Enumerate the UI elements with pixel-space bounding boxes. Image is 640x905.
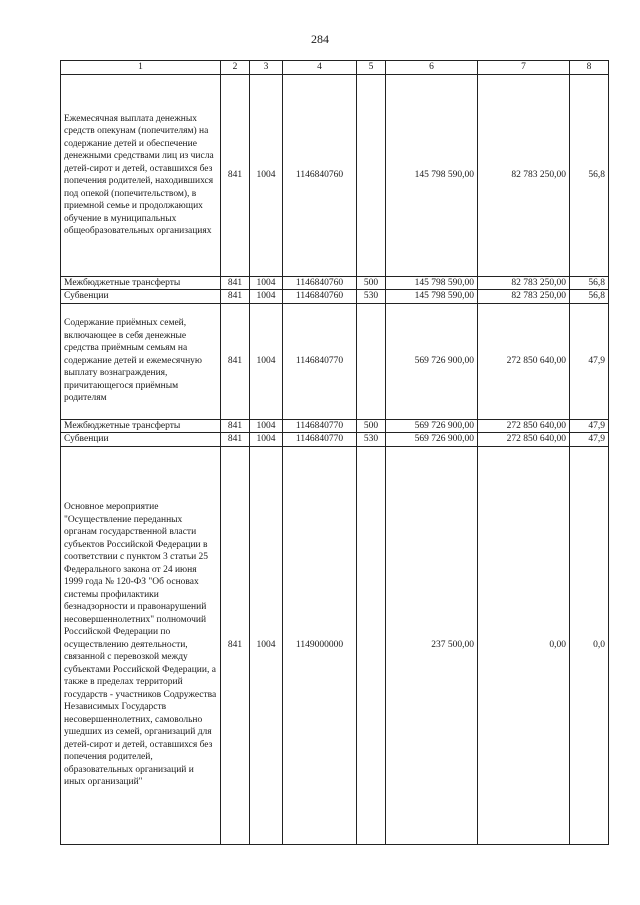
row-description: Межбюджетные трансферты [61, 419, 221, 433]
cell-section-code: 1004 [250, 290, 283, 304]
cell-admin-code: 841 [221, 290, 250, 304]
cell-actual-amount: 82 783 250,00 [478, 74, 570, 276]
cell-section-code: 1004 [250, 74, 283, 276]
row-description: Содержание приёмных семей, включающее в себя денежные средства приёмным семьям на содержание детей и ежемесячную выплату вознаграждения, причитающегося приёмным родителям [61, 303, 221, 419]
cell-actual-amount: 272 850 640,00 [478, 433, 570, 447]
row-description: Межбюджетные трансферты [61, 276, 221, 290]
cell-admin-code: 841 [221, 303, 250, 419]
cell-admin-code: 841 [221, 419, 250, 433]
cell-percent: 0,0 [570, 446, 609, 844]
table-row [61, 446, 609, 844]
cell-plan-amount: 145 798 590,00 [386, 290, 478, 304]
cell-section-code: 1004 [250, 303, 283, 419]
column-header: 4 [283, 61, 357, 75]
cell-target-article: 1146840770 [283, 303, 357, 419]
column-header: 6 [386, 61, 478, 75]
cell-plan-amount: 569 726 900,00 [386, 419, 478, 433]
page-number: 284 [311, 32, 329, 46]
cell-admin-code: 841 [221, 446, 250, 844]
cell-expense-type: 500 [357, 419, 386, 433]
row-description: Основное мероприятие "Осуществление переданных органам государственной власти субъектов Российской Федерации в соответствии с пунктом 3 статьи 25 Федерального закона от 24 июня 1999 года № 120-ФЗ "Об основах системы профилактики безнадзорности и правонарушений несовершеннолетних" полномочий Российской Федерации по осуществлению деятельности, связанной с перевозкой между субъектами Российской Федерации, а также в пределах территорий государств - участников Содружества Независимых Государств несовершеннолетних, самовольно ушедших из семей, организаций для детей-сирот и детей, оставшихся без попечения родителей, образовательных организаций и иных организаций" [61, 446, 221, 844]
cell-percent: 56,8 [570, 276, 609, 290]
table-row [61, 276, 609, 290]
table-row [61, 419, 609, 433]
cell-actual-amount: 0,00 [478, 446, 570, 844]
column-header: 5 [357, 61, 386, 75]
cell-target-article: 1146840770 [283, 419, 357, 433]
cell-plan-amount: 569 726 900,00 [386, 433, 478, 447]
cell-target-article: 1149000000 [283, 446, 357, 844]
column-header: 8 [570, 61, 609, 75]
row-description: Ежемесячная выплата денежных средств опекунам (попечителям) на содержание детей и обеспечение денежными средствами лиц из числа детей-сирот и детей, оставшихся без попечения родителей, находившихся под опекой (попечительством), в приемной семье и продолжающих обучение в муниципальных общеобразовательных организациях [61, 74, 221, 276]
cell-actual-amount: 82 783 250,00 [478, 290, 570, 304]
cell-actual-amount: 272 850 640,00 [478, 303, 570, 419]
column-header: 3 [250, 61, 283, 75]
table-row [61, 303, 609, 419]
cell-expense-type: 530 [357, 290, 386, 304]
cell-percent: 47,9 [570, 433, 609, 447]
cell-plan-amount: 569 726 900,00 [386, 303, 478, 419]
column-header: 7 [478, 61, 570, 75]
cell-expense-type: 500 [357, 276, 386, 290]
cell-target-article: 1146840760 [283, 290, 357, 304]
budget-table [60, 60, 609, 845]
cell-percent: 47,9 [570, 303, 609, 419]
cell-section-code: 1004 [250, 419, 283, 433]
column-header: 1 [61, 61, 221, 75]
cell-admin-code: 841 [221, 74, 250, 276]
cell-actual-amount: 82 783 250,00 [478, 276, 570, 290]
table-row [61, 290, 609, 304]
cell-admin-code: 841 [221, 276, 250, 290]
cell-plan-amount: 145 798 590,00 [386, 276, 478, 290]
row-description: Субвенции [61, 290, 221, 304]
cell-percent: 47,9 [570, 419, 609, 433]
cell-section-code: 1004 [250, 433, 283, 447]
cell-plan-amount: 145 798 590,00 [386, 74, 478, 276]
cell-target-article: 1146840760 [283, 74, 357, 276]
table-row [61, 74, 609, 276]
table-header-row [61, 61, 609, 75]
cell-target-article: 1146840770 [283, 433, 357, 447]
cell-expense-type [357, 446, 386, 844]
cell-expense-type: 530 [357, 433, 386, 447]
cell-section-code: 1004 [250, 276, 283, 290]
column-header: 2 [221, 61, 250, 75]
table-row [61, 433, 609, 447]
cell-expense-type [357, 303, 386, 419]
cell-percent: 56,8 [570, 74, 609, 276]
cell-section-code: 1004 [250, 446, 283, 844]
cell-plan-amount: 237 500,00 [386, 446, 478, 844]
cell-percent: 56,8 [570, 290, 609, 304]
cell-target-article: 1146840760 [283, 276, 357, 290]
cell-actual-amount: 272 850 640,00 [478, 419, 570, 433]
row-description: Субвенции [61, 433, 221, 447]
cell-expense-type [357, 74, 386, 276]
cell-admin-code: 841 [221, 433, 250, 447]
